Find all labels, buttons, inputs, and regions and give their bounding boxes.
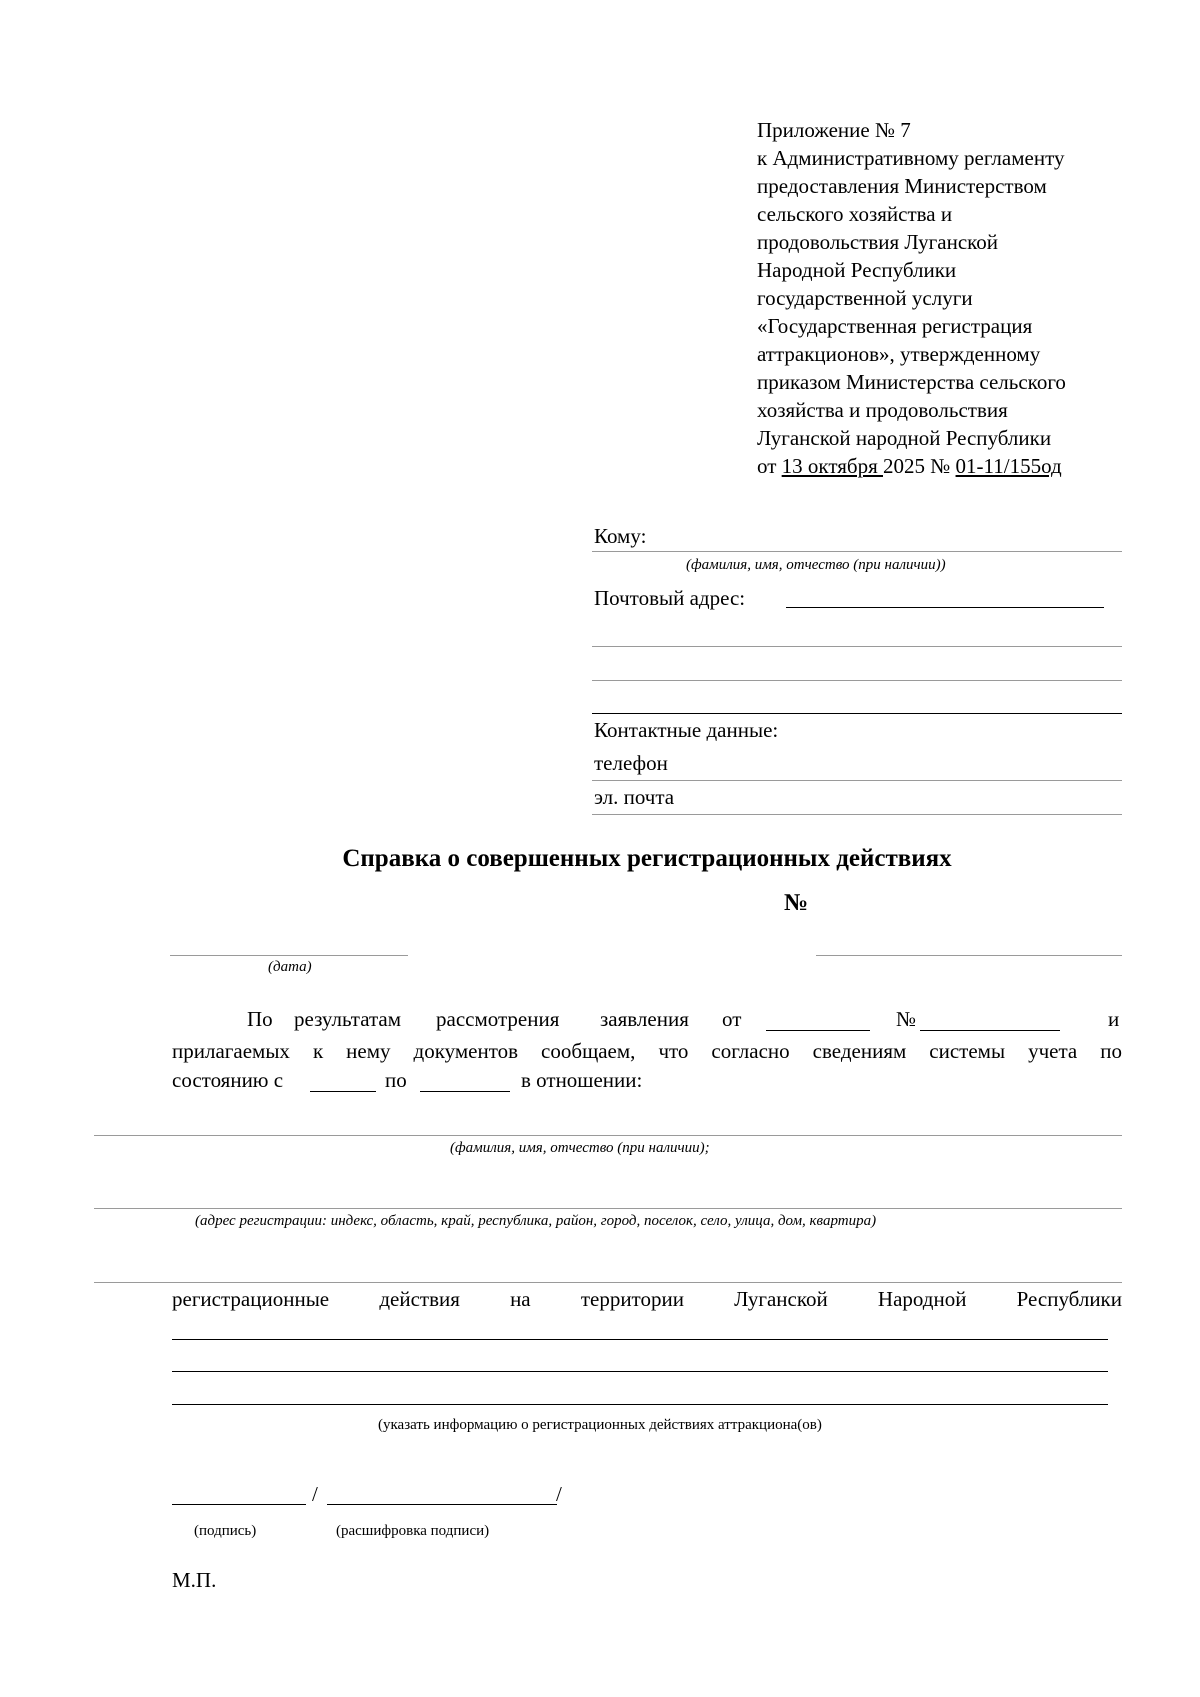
postal-field-line (786, 607, 1104, 608)
email-field-line (592, 814, 1122, 815)
approval-line: предоставления Министерством (757, 174, 1047, 198)
body-word: результатам (294, 1007, 402, 1031)
actions-field-line-2 (172, 1371, 1108, 1372)
approval-line: «Государственная регистрация (757, 314, 1033, 338)
approval-line: Народной Республики (757, 258, 957, 282)
approval-block (757, 116, 1066, 480)
postal-label: Почтовый адрес: (594, 586, 746, 610)
date-field-line (170, 955, 408, 956)
body-word: заявления (600, 1007, 689, 1031)
signature-slash-1: / (312, 1482, 318, 1506)
to-field-line (592, 551, 1122, 552)
phone-field-line (592, 780, 1122, 781)
signature-decode-line (327, 1504, 557, 1505)
body-line-1 (172, 1005, 1122, 1033)
fio-hint: (фамилия, имя, отчество (при наличии); (450, 1140, 710, 1156)
period-end-blank (420, 1091, 510, 1092)
postal-extra-line-2 (592, 680, 1122, 681)
approval-line: к Административному регламенту (757, 146, 1065, 170)
application-number-blank (920, 1030, 1060, 1031)
address-field-line (94, 1208, 1122, 1209)
body-word: и (1108, 1007, 1120, 1031)
body-line-3 (172, 1066, 772, 1094)
approval-date-line (757, 452, 1066, 480)
actions-field-line-3 (172, 1404, 1108, 1405)
fio-field-line (94, 1135, 1122, 1136)
actions-hint: (указать информацию о регистрационных действиях аттракциона(ов) (378, 1417, 822, 1433)
approval-line: сельского хозяйства и (757, 202, 953, 226)
reg-actions-line: регистрационные действия на территории Луганской Народной Республики (172, 1287, 1122, 1311)
application-date-blank (766, 1030, 870, 1031)
period-start-blank (310, 1091, 376, 1092)
approval-line: Луганской народной Республики (757, 426, 1052, 450)
body-line-2: прилагаемых к нему документов сообщаем, что согласно сведениям системы учета по (172, 1039, 1122, 1063)
body-word: рассмотрения (436, 1007, 560, 1031)
approval-line: аттракционов», утвержденному (757, 342, 1041, 366)
stamp-place: М.П. (172, 1568, 217, 1592)
body-text: состоянию с (172, 1068, 284, 1092)
signature-line (172, 1504, 306, 1505)
signature-slash-2: / (556, 1482, 562, 1506)
approval-line: Приложение № 7 (757, 118, 911, 142)
body-number-sign: № (896, 1007, 917, 1031)
extra-field-line (94, 1282, 1122, 1283)
signature-decode-hint: (расшифровка подписи) (336, 1523, 490, 1539)
address-hint: (адрес регистрации: индекс, область, край, республика, район, город, поселок, село, улица, дом, квартира) (195, 1213, 877, 1229)
document-title: Справка о совершенных регистрационных действиях (342, 845, 952, 872)
document-number-sign: № (784, 890, 809, 916)
actions-field-line-1 (172, 1339, 1108, 1340)
approval-line: государственной услуги (757, 286, 973, 310)
to-field-hint: (фамилия, имя, отчество (при наличии)) (686, 557, 946, 573)
approval-line: приказом Министерства сельского (757, 370, 1066, 394)
approval-year: 2025 № (883, 454, 956, 478)
phone-label: телефон (594, 751, 668, 775)
approval-order-number: 01-11/155од (955, 454, 1062, 478)
body-word: По (247, 1007, 273, 1031)
approval-date: 13 октября (781, 454, 883, 478)
body-text: в отношении: (521, 1068, 643, 1092)
approval-prefix: от (757, 454, 782, 478)
date-hint: (дата) (268, 959, 312, 975)
signature-hint: (подпись) (194, 1523, 257, 1539)
to-label: Кому: (594, 524, 647, 548)
number-field-line (816, 955, 1122, 956)
body-word: от (722, 1007, 742, 1031)
postal-extra-line-1 (592, 646, 1122, 647)
email-label: эл. почта (594, 785, 675, 809)
approval-line: продовольствия Луганской (757, 230, 999, 254)
approval-line: хозяйства и продовольствия (757, 398, 1008, 422)
postal-extra-line-3 (592, 713, 1122, 714)
body-text: по (385, 1068, 407, 1092)
contacts-label: Контактные данные: (594, 718, 779, 742)
